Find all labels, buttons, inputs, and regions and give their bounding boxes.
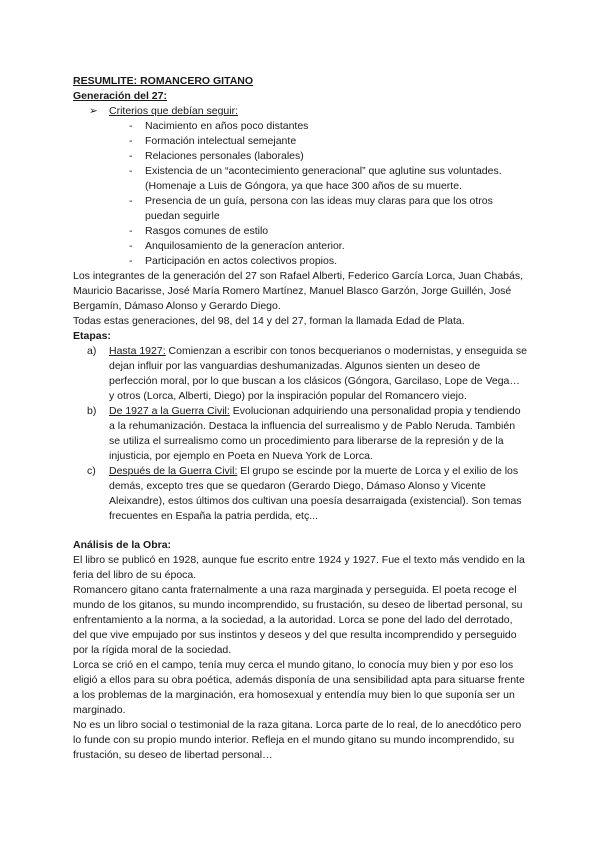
etapa-body: Comienzan a escribir con tonos becquerianos o modernistas, y enseguida se dejan influir por las vanguardias deshumanizadas. Algunos sienten un deseo de perfección moral, por lo que buscan a los clásicos (Góngora, Garcilaso, Lope de Vega… y otros (Lorca, Alberti, Diego) por la inspiración popular del Romancero viejo. <box>109 345 527 402</box>
etapa-label: Después de la Guerra Civil: <box>109 465 238 477</box>
list-item: - Anquilosamiento de la generacíon anterior. <box>129 239 528 254</box>
list-item: - Relaciones personales (laborales) <box>129 149 528 164</box>
criteria-list <box>73 119 528 269</box>
etapa-text <box>109 344 528 404</box>
criteria-header <box>89 104 528 119</box>
document-page <box>73 74 528 763</box>
etapa-text <box>109 464 528 524</box>
list-item: - Formación intelectual semejante <box>129 134 528 149</box>
members-paragraph: Los integrantes de la generación del 27 son Rafael Alberti, Federico García Lorca, Juan Chabás, Mauricio Bacarisse, José María Romero Martínez, Manuel Blasco Garzón, Jorge Guillén, José Bergamín, Dámaso Alonso y Gerardo Diego. <box>73 270 524 312</box>
analisis-paragraph: El libro se publicó en 1928, aunque fue escrito entre 1924 y 1927. Fue el texto más vendido en la feria del libro de su época. <box>73 554 525 581</box>
etapa-label: Hasta 1927: <box>109 345 166 357</box>
list-item <box>87 344 528 404</box>
list-item: - Presencia de un guía, persona con las ideas muy claras para que los otros puedan seguirle <box>129 194 528 224</box>
edad-de-plata-paragraph: Todas estas generaciones, del 98, del 14 y del 27, forman la llamada Edad de Plata. <box>73 315 465 327</box>
list-item <box>87 464 528 524</box>
etapa-text <box>109 404 528 464</box>
list-item <box>87 404 528 464</box>
etapa-body: Evolucionan adquiriendo una personalidad propia y tendiendo a la rehumanización. Destaca la influencia del surrealismo y de Pablo Neruda. También se utiliza el surrealismo como un procedimiento para liberarse de la represión y de la injusticia, por ejemplo en Poeta en Nueva York de Lorca. <box>109 405 521 462</box>
etapas-heading: Etapas: <box>73 330 111 342</box>
generacion-heading: Generación del 27: <box>73 90 167 102</box>
etapa-label: De 1927 a la Guerra Civil: <box>109 405 230 417</box>
list-item: - Nacimiento en años poco distantes <box>129 119 528 134</box>
criteria-label: Criterios que debían seguir: <box>109 105 238 117</box>
list-item: - Existencia de un “acontecimiento generacional” que aglutine sus voluntades. (Homenaje a Luis de Góngora, ya que hace 300 años de su muerte. <box>129 164 528 194</box>
etapas-list <box>73 344 528 524</box>
analisis-paragraph: Romancero gitano canta fraternalmente a una raza marginada y perseguida. El poeta recoge el mundo de los gitanos, su mundo incomprendido, su frustación, su deseo de libertad personal, su enfrentamiento a la norma, a la sociedad, a la autoridad. Lorca se pone del lado del derrotado, del que vive empujado por sus instintos y deseos y del que resulta incomprendido y perseguido por la rígida moral de la sociedad. <box>73 584 523 656</box>
list-item: - Rasgos comunes de estilo <box>129 224 528 239</box>
list-marker: c) <box>87 465 96 477</box>
spacer <box>73 524 528 538</box>
analisis-paragraph: No es un libro social o testimonial de la raza gitana. Lorca parte de lo real, de lo anecdótico pero lo funde con su propio mundo interior. Refleja en el mundo gitano su mundo incomprendido, su frustación, su deseo de libertad personal… <box>73 719 522 761</box>
list-item: - Participación en actos colectivos propios. <box>129 254 528 269</box>
etapa-body: El grupo se escinde por la muerte de Lorca y el exilio de los demás, excepto tres que se quedaron (Gerardo Diego, Dámaso Alonso y Vicente Aleixandre), estos últimos dos cultivan una poesía desarraigada (existencial). Son temas frecuentes en España la patria perdida, etç... <box>109 465 522 522</box>
analisis-paragraph: Lorca se crió en el campo, tenía muy cerca el mundo gitano, lo conocía muy bien y por eso los eligió a ellos para su obra poética, además disponía de una sensibilidad apta para situarse frente a los problemas de la marginación, era homosexual y entendía muy bien lo que suponía ser un marginado. <box>73 659 525 716</box>
list-marker: b) <box>87 405 97 417</box>
document-title: RESUMLITE: ROMANCERO GITANO <box>73 75 254 87</box>
analisis-heading: Análisis de la Obra: <box>73 539 172 551</box>
arrow-bullet-icon: ➢ <box>89 105 98 117</box>
list-marker: a) <box>87 345 97 357</box>
